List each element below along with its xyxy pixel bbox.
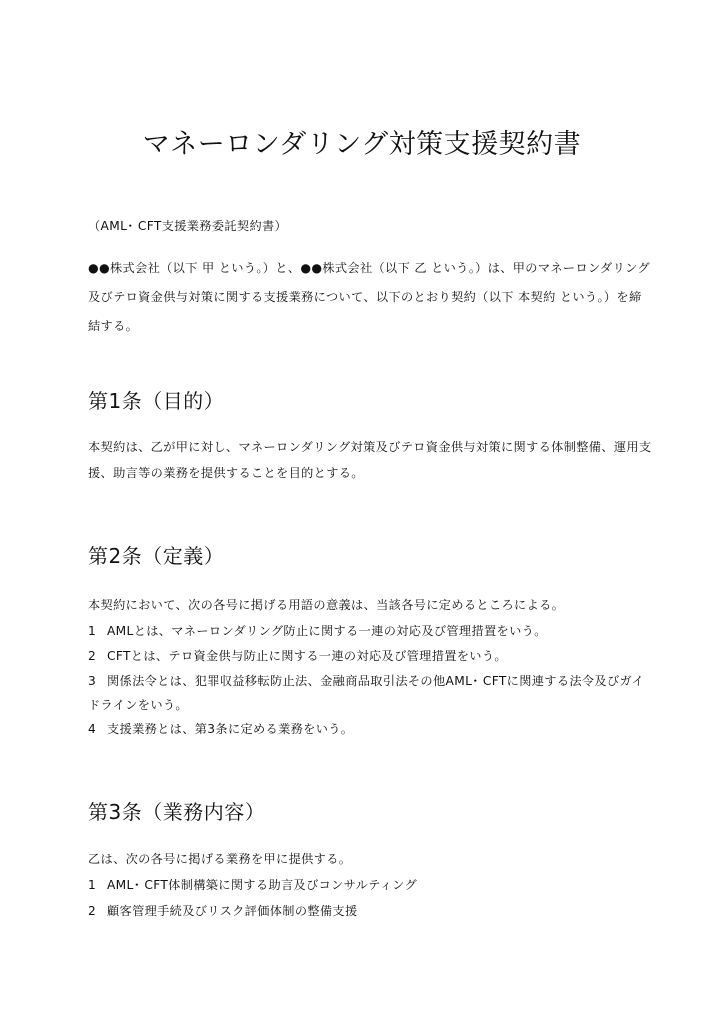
item-number: 2	[88, 904, 97, 918]
list-item	[88, 673, 644, 689]
list-item	[88, 903, 358, 919]
item-number: 1	[88, 624, 97, 638]
item-text: AMLとは、マネーロンダリング防止に関する一連の対応及び管理措置をいう。	[107, 624, 547, 638]
item-text: 関係法令とは、犯罪収益移転防止法、金融商品取引法その他AML･ CFTに関連する法令及びガイ	[107, 674, 645, 688]
article-heading: 第2条（定義）	[88, 544, 225, 568]
item-text: 支援業務とは、第3条に定める業務をいう。	[107, 722, 354, 736]
item-text: CFTとは、テロ資金供与防止に関する一連の対応及び管理措置をいう。	[107, 649, 507, 663]
item-number: 1	[88, 878, 97, 892]
article-body-line: 本契約は、乙が甲に対し、マネーロンダリング対策及びテロ資金供与対策に関する体制整備、運用支	[88, 440, 652, 454]
article-intro: 乙は、次の各号に掲げる業務を甲に提供する。	[88, 852, 352, 866]
list-item	[88, 877, 417, 893]
list-item	[88, 623, 547, 639]
item-text: 顧客管理手続及びリスク評価体制の整備支援	[107, 904, 358, 918]
list-item-continuation: ドラインをいう。	[88, 698, 188, 712]
article-intro: 本契約において、次の各号に掲げる用語の意義は、当該各号に定めるところによる。	[88, 598, 565, 612]
preamble-line: 結する。	[88, 319, 139, 333]
article-heading: 第3条（業務内容）	[88, 800, 266, 824]
item-text: AML･ CFT体制構築に関する助言及びコンサルティング	[107, 878, 418, 892]
item-number: 4	[88, 722, 97, 736]
article-heading: 第1条（目的）	[88, 389, 225, 413]
list-item	[88, 721, 353, 737]
document-title: マネーロンダリング対策支援契約書	[142, 129, 582, 160]
item-number: 2	[88, 649, 97, 663]
list-item	[88, 648, 507, 664]
article-body-line: 援、助言等の業務を提供することを目的とする。	[88, 466, 364, 480]
document-subtitle: （AML･ CFT支援業務委託契約書）	[88, 219, 288, 233]
item-number: 3	[88, 674, 97, 688]
preamble-line: ●●株式会社（以下 甲 という。）と、●●株式会社（以下 乙 という。）は、甲のマネーロンダリング	[88, 261, 650, 275]
preamble-line: 及びテロ資金供与対策に関する支援業務について、以下のとおり契約（以下 本契約 という。）を締	[88, 290, 642, 304]
